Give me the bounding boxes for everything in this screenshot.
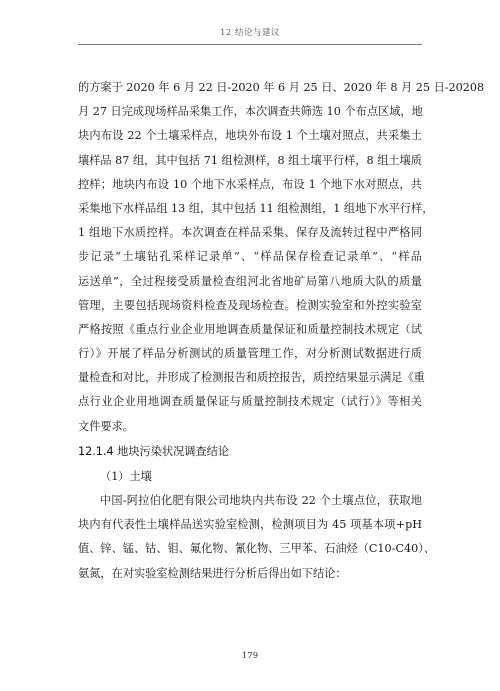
paragraph-line: 文件要求。 (78, 419, 134, 433)
subheading: （1）土壤 (100, 469, 152, 483)
paragraph-line: 值、锌、锰、钴、钼、氟化物、氰化物、三甲苯、石油烃（C10-C40）、 (78, 542, 436, 556)
paragraph-line: 1 组地下水质控样。本次调查在样品采集、保存及流转过程中严格同 (78, 226, 422, 240)
paragraph-line: 运送单”，全过程接受质量检查组河北省地矿局第八地质大队的质量 (78, 274, 422, 288)
body-text (78, 76, 485, 586)
paragraph-line: 中国-阿拉伯化肥有限公司地块内共布设 22 个土壤点位，获取地 (100, 494, 422, 507)
paragraph-line: 控样；地块内布设 10 个地下水采样点，布设 1 个地下水对照点，共 (78, 177, 422, 191)
paragraph-line: 步记录“土壤钻孔采样记录单”、“样品保存检查记录单”、“样品 (78, 250, 422, 264)
paragraph-line: 壤样品 87 组，其中包括 71 组检测样，8 组土壤平行样，8 组土壤质 (78, 153, 422, 167)
paragraph-line: 点行业企业用地调查质量保证与质量控制技术规定（试行）》等相关 (78, 395, 422, 409)
page-number: 179 (241, 651, 259, 661)
section-heading: 12.1.4 地块污染状况调查结论 (78, 444, 230, 458)
paragraph-line: 氨氮，在对实验室检测结果进行分析后得出如下结论： (78, 566, 347, 580)
paragraph-line: 行）》开展了样品分析测试的质量管理工作，对分析测试数据进行质 (78, 347, 422, 361)
paragraph-line: 月 27 日完成现场样品采集工作，本次调查共筛选 10 个布点区域，地 (78, 105, 423, 119)
header-rule (78, 44, 422, 45)
paragraph-line: 块内布设 22 个土壤采样点，地块外布设 1 个土壤对照点，共采集土 (78, 129, 422, 143)
paragraph-line: 严格按照《重点行业企业用地调查质量保证和质量控制技术规定（试 (78, 322, 422, 336)
paragraph-line: 量检查和对比，并形成了检测报告和质控报告，质控结果显示满足《重 (78, 371, 425, 385)
paragraph-line: 块内有代表性土壤样品送实验室检测，检测项目为 45 项基本项+pH (78, 518, 422, 532)
running-header: 12 结论与建议 (219, 28, 281, 38)
paragraph-line: 采集地下水样品组 13 组，其中包括 11 组检测组，1 组地下水平行样， (78, 201, 434, 215)
paragraph-line: 的方案于 2020 年 6 月 22 日-2020 年 6 月 25 日、2020 年 8 月 25 日-20208 (78, 81, 485, 94)
paragraph-line: 管理，主要包括现场资料检查及现场检查。检测实验室和外控实验室 (78, 298, 422, 312)
